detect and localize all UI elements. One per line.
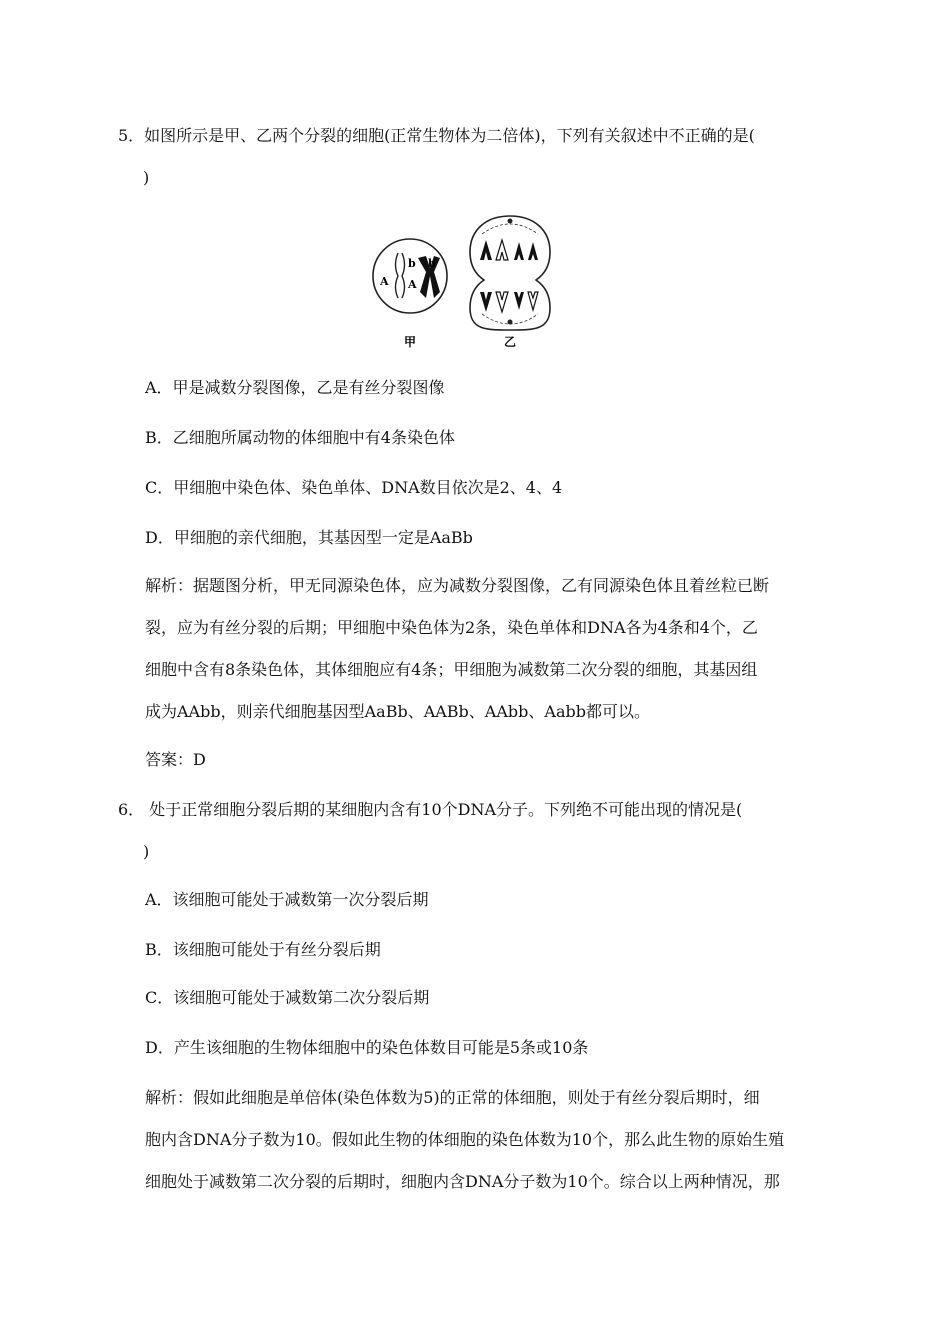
cell-division-diagram (368, 210, 568, 355)
q6-option-c: C．该细胞可能处于减数第二次分裂后期 (145, 988, 430, 1007)
q6-stem-line1: 6． 处于正常细胞分裂后期的某细胞内含有10个DNA分子。下列绝不可能出现的情况是( (118, 800, 743, 819)
q5-option-c: C．甲细胞中染色体、染色单体、DNA数目依次是2、4、4 (145, 478, 563, 497)
cell-yi (470, 216, 550, 330)
allele-b2-label: b (428, 257, 436, 270)
q5-analysis-line: 细胞中含有8条染色体，其体细胞应有4条；甲细胞为减数第二次分裂的细胞，其基因组 (145, 660, 758, 679)
q5-figure (368, 210, 568, 355)
cell-yi-label: 乙 (504, 335, 517, 349)
q5-option-b: B．乙细胞所属动物的体细胞中有4条染色体 (145, 428, 455, 447)
q5-analysis-line: 解析：据题图分析，甲无同源染色体，应为减数分裂图像，乙有同源染色体且着丝粒已断 (145, 576, 770, 595)
q6-option-a: A．该细胞可能处于减数第一次分裂后期 (145, 890, 429, 909)
q5-option-a: A．甲是减数分裂图像，乙是有丝分裂图像 (145, 378, 445, 397)
q5-answer: 答案：D (145, 750, 206, 769)
q6-stem-line2: ) (143, 842, 150, 861)
q6-analysis-line: 细胞处于减数第二次分裂的后期时，细胞内含DNA分子数为10个。综合以上两种情况，那 (145, 1172, 780, 1191)
q5-stem-line2: ) (143, 168, 150, 187)
q6-option-d: D．产生该细胞的生物体细胞中的染色体数目可能是5条或10条 (145, 1038, 589, 1057)
cell-jia-label: 甲 (404, 335, 417, 349)
allele-a1-label: A (380, 275, 389, 288)
q5-stem-line1: 5．如图所示是甲、乙两个分裂的细胞(正常生物体为二倍体)，下列有关叙述中不正确的是( (118, 126, 755, 145)
q5-option-d: D．甲细胞的亲代细胞，其基因型一定是AaBb (145, 528, 473, 547)
q6-analysis-line: 胞内含DNA分子数为10。假如此生物的体细胞的染色体数为10个，那么此生物的原始生殖 (145, 1130, 785, 1149)
q5-analysis-line: 裂，应为有丝分裂的后期；甲细胞中染色体为2条，染色单体和DNA各为4条和4个，乙 (145, 618, 758, 637)
q6-option-b: B．该细胞可能处于有丝分裂后期 (145, 940, 381, 959)
q6-analysis-line: 解析：假如此细胞是单倍体(染色体数为5)的正常的体细胞，则处于有丝分裂后期时，细 (145, 1088, 760, 1107)
allele-a2-label: A (408, 278, 417, 291)
allele-b1-label: b (408, 257, 416, 270)
q5-analysis-line: 成为AAbb，则亲代细胞基因型AaBb、AABb、AAbb、Aabb都可以。 (145, 702, 650, 721)
